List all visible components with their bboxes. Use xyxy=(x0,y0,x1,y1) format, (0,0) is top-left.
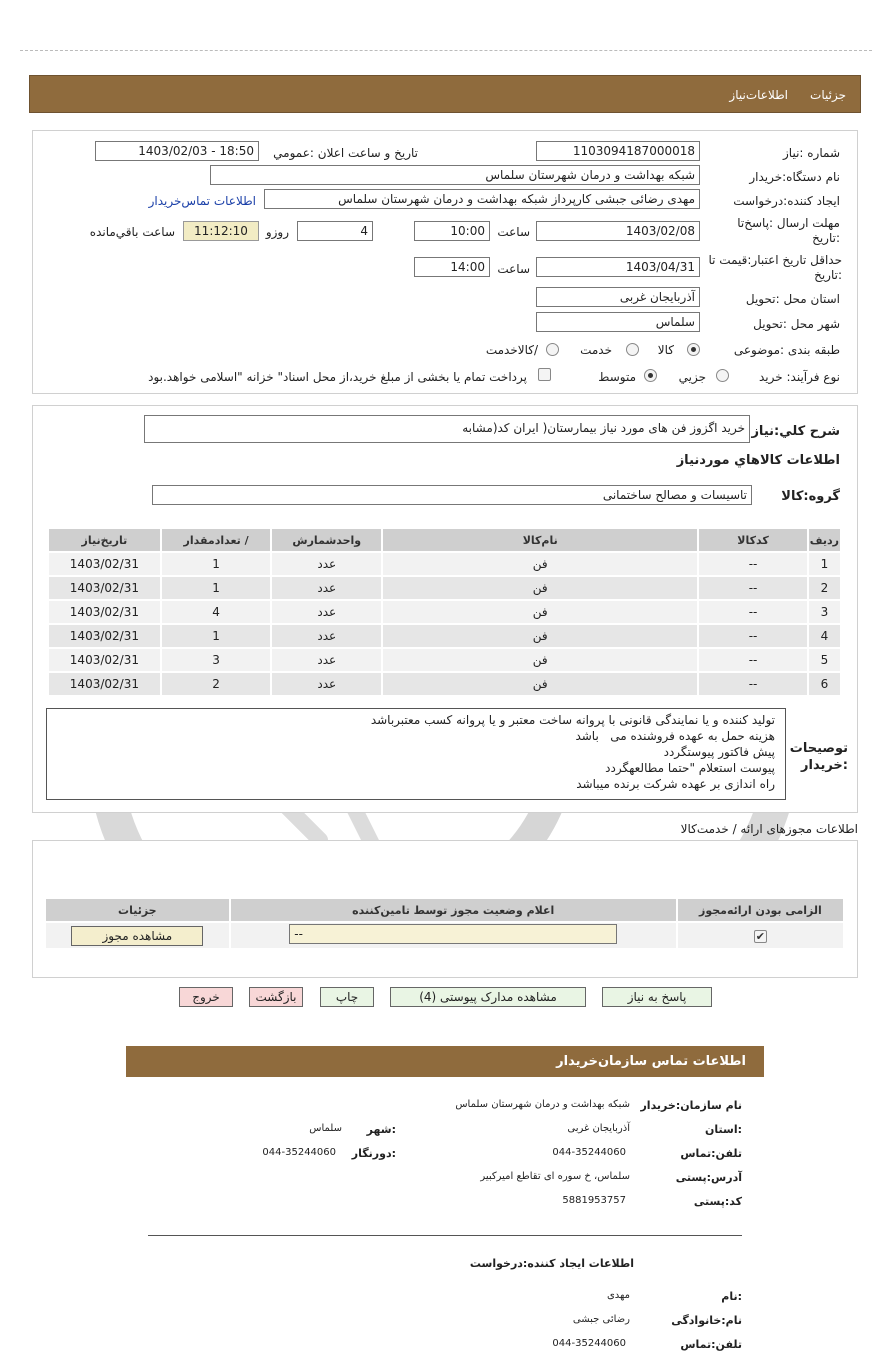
category-mixed-label: /کالاخدمت xyxy=(485,343,538,357)
cell-unit: عدد xyxy=(271,600,382,624)
category-goods-label: کالا xyxy=(657,343,674,357)
cell-date: 1403/02/31 xyxy=(48,672,161,696)
cell-code: -- xyxy=(698,624,808,648)
category-mixed-radio[interactable] xyxy=(546,343,559,356)
cell-unit: عدد xyxy=(271,672,382,696)
creator-phone-value: 044-35244060 xyxy=(552,1338,626,1349)
table-row xyxy=(45,922,844,949)
creator-field: مهدی رضائی جبشی کارپرداز شبکه بهداشت و درمان شهرستان سلماس xyxy=(264,189,700,209)
contact-fax-label: :دورنگار xyxy=(351,1147,396,1160)
col-license-details: جزئیات xyxy=(45,898,230,922)
cell-date: 1403/02/31 xyxy=(48,624,161,648)
buyer-notes-label: توصیحات :خریدار xyxy=(789,741,848,773)
table-row xyxy=(48,552,841,576)
remaining-label: ساعت باقي‌مانده xyxy=(89,225,175,239)
contact-province-value: آذربایجان غربی xyxy=(567,1123,630,1134)
announce-label: تاریخ و ساعت اعلان :عمومي xyxy=(273,146,418,160)
deadline-label: مهلت ارسال :پاسخ‌تا :تاریخ xyxy=(737,216,840,245)
cell-row: 5 xyxy=(808,648,841,672)
city-field: سلماس xyxy=(536,312,700,332)
cell-date: 1403/02/31 xyxy=(48,552,161,576)
col-license-status: اعلام وضعیت مجوز توسط تامین‌کننده xyxy=(230,898,677,922)
need-number-label: شماره :نیاز xyxy=(783,146,840,160)
creator-label: ایجاد کننده:درخواست xyxy=(733,194,840,208)
process-label: نوع فرآیند: خرید xyxy=(759,370,840,384)
cell-qty: 1 xyxy=(161,576,272,600)
deadline-time-field: 10:00 xyxy=(414,221,490,241)
buyer-org-field: شبکه بهداشت و درمان شهرستان سلماس xyxy=(210,165,700,185)
license-status-cell xyxy=(230,922,677,949)
contact-header-bar xyxy=(126,1046,764,1077)
cell-qty: 1 xyxy=(161,624,272,648)
contact-phone-value: 044-35244060 xyxy=(552,1147,626,1158)
contact-address-value: سلماس، خ سوره ای تقاطع امیرکبیر xyxy=(480,1171,630,1182)
creator-family-label: نام:خانوادگی xyxy=(671,1314,742,1327)
cell-row: 2 xyxy=(808,576,841,600)
back-button[interactable]: بازگشت xyxy=(249,987,303,1007)
cell-code: -- xyxy=(698,648,808,672)
category-service-label: خدمت xyxy=(580,343,612,357)
contact-divider xyxy=(148,1235,742,1236)
contact-org-value: شبکه بهداشت و درمان شهرستان سلماس xyxy=(455,1099,630,1110)
license-status-field[interactable]: -- xyxy=(289,924,617,944)
cell-name: فن xyxy=(382,576,698,600)
days-field: 4 xyxy=(297,221,373,241)
buyer-notes-box: تولید کننده و یا نمایندگی قانونی با پروانه ساخت معتبر و یا پروانه کسب معتبرباشد هزینه حمل به عهده فروشنده می باشد پیش فاکتور پیوستگردد پیوست استعلام "حتما مطالعهگردد راه اندازی بر عهده شرکت برنده میباشد xyxy=(46,708,786,800)
validity-time-field: 14:00 xyxy=(414,257,490,277)
cell-date: 1403/02/31 xyxy=(48,648,161,672)
remaining-timer: 11:12:10 xyxy=(183,221,259,241)
announce-field: 1403/02/03 - 18:50 xyxy=(95,141,259,161)
cell-name: فن xyxy=(382,552,698,576)
col-date: تاریخ‌نیاز xyxy=(48,528,161,552)
cell-row: 1 xyxy=(808,552,841,576)
creator-phone-label: تلفن:تماس xyxy=(680,1338,742,1351)
cell-row: 4 xyxy=(808,624,841,648)
goods-group-field: تاسیسات و مصالح ساختمانی xyxy=(152,485,752,505)
province-label: استان محل :تحویل xyxy=(745,292,840,306)
validity-date-field: 1403/04/31 xyxy=(536,257,700,277)
cell-date: 1403/02/31 xyxy=(48,576,161,600)
contact-fax-value: 044-35244060 xyxy=(262,1147,336,1158)
process-medium-radio[interactable] xyxy=(644,369,657,382)
table-row xyxy=(48,600,841,624)
process-minor-radio[interactable] xyxy=(716,369,729,382)
goods-table xyxy=(47,527,842,697)
col-row: ردیف xyxy=(808,528,841,552)
city-label: شهر محل :تحویل xyxy=(753,317,840,331)
day-label: روزو xyxy=(265,225,289,239)
cell-date: 1403/02/31 xyxy=(48,600,161,624)
deadline-date-field: 1403/02/08 xyxy=(536,221,700,241)
cell-row: 3 xyxy=(808,600,841,624)
creator-name-value: مهدی xyxy=(606,1290,630,1301)
top-divider xyxy=(20,50,872,51)
need-number-field: 1103094187000018 xyxy=(536,141,700,161)
creator-section-title: اطلاعات ایجاد کننده:درخواست xyxy=(469,1257,634,1270)
table-row xyxy=(48,648,841,672)
contact-city-value: سلماس xyxy=(309,1123,342,1134)
category-service-radio[interactable] xyxy=(626,343,639,356)
category-label: طبقه بندی :موضوعی xyxy=(733,343,840,357)
cell-row: 6 xyxy=(808,672,841,696)
license-title: اطلاعات مجوزهای ارائه / خدمت‌کالا xyxy=(680,822,858,836)
cell-name: فن xyxy=(382,672,698,696)
license-required-cell xyxy=(677,922,844,949)
creator-name-label: :نام xyxy=(721,1290,742,1303)
cell-name: فن xyxy=(382,600,698,624)
cell-name: فن xyxy=(382,624,698,648)
col-name: نام‌کالا xyxy=(382,528,698,552)
buyer-org-label: نام دستگاه:خریدار xyxy=(749,170,840,184)
print-button[interactable]: چاپ xyxy=(320,987,374,1007)
creator-family-value: رضائی جبشی xyxy=(572,1314,630,1325)
cell-name: فن xyxy=(382,648,698,672)
cell-qty: 3 xyxy=(161,648,272,672)
need-desc-field: خرید اگزوز فن های مورد نیاز بیمارستان( ایران کد(مشابه xyxy=(144,415,750,443)
cell-qty: 1 xyxy=(161,552,272,576)
table-row xyxy=(48,672,841,696)
contact-city-label: :شهر xyxy=(366,1123,396,1136)
table-row xyxy=(48,624,841,648)
province-field: آذربایجان غربی xyxy=(536,287,700,307)
contact-postal-label: کد:پستی xyxy=(693,1195,742,1208)
cell-code: -- xyxy=(698,600,808,624)
validity-hour-label: ساعت xyxy=(497,262,530,276)
goods-group-label: گروه:کالا xyxy=(781,489,840,504)
contact-postal-value: 5881953757 xyxy=(562,1195,626,1206)
cell-code: -- xyxy=(698,552,808,576)
table-row xyxy=(48,576,841,600)
treasury-payment-label: پرداخت تمام یا بخشی از مبلغ خرید،از محل اسناد" خزانه "اسلامی خواهد.بود xyxy=(148,370,527,384)
cell-qty: 4 xyxy=(161,600,272,624)
tab-details[interactable]: جزئیات xyxy=(810,88,846,102)
contact-address-label: آدرس:پستی xyxy=(675,1171,742,1184)
header-bar xyxy=(29,75,861,113)
contact-phone-label: تلفن:تماس xyxy=(680,1147,742,1160)
exit-button[interactable]: خروج xyxy=(179,987,233,1007)
col-license-required: الزامی بودن ارائه‌مجوز xyxy=(677,898,844,922)
process-minor-label: جزیي xyxy=(678,370,706,384)
treasury-payment-checkbox[interactable] xyxy=(538,368,551,381)
deadline-hour-label: ساعت xyxy=(497,225,530,239)
view-license-button[interactable]: مشاهده مجوز xyxy=(71,926,203,946)
col-qty: / تعدادمقدار xyxy=(161,528,272,552)
license-details-cell xyxy=(45,922,230,949)
cell-qty: 2 xyxy=(161,672,272,696)
license-required-checkbox[interactable]: ✔ xyxy=(755,929,766,943)
contact-org-label: نام سازمان:خریدار xyxy=(640,1099,742,1112)
contact-title: اطلاعات تماس سازمان‌خریدار xyxy=(556,1054,746,1069)
cell-code: -- xyxy=(698,576,808,600)
license-table xyxy=(44,897,845,950)
validity-label: حداقل تاریخ اعتبار:قیمت تا :تاریخ xyxy=(708,253,842,282)
attachments-button[interactable]: مشاهده مدارک پیوستی (4) xyxy=(390,987,586,1007)
contact-province-label: :استان xyxy=(705,1123,742,1136)
tab-need-info[interactable]: اطلاعات‌نیاز xyxy=(729,88,788,102)
category-goods-radio[interactable] xyxy=(687,343,700,356)
goods-info-heading: اطلاعات کالاهاي موردنیاز xyxy=(676,453,840,468)
col-code: کدکالا xyxy=(698,528,808,552)
reply-button[interactable]: پاسخ به نیاز xyxy=(602,987,712,1007)
cell-unit: عدد xyxy=(271,552,382,576)
col-unit: واحدشمارش xyxy=(271,528,382,552)
process-medium-label: متوسط xyxy=(598,370,636,384)
need-desc-label: شرح کلي:نیاز xyxy=(751,424,840,439)
buyer-contact-link[interactable]: اطلاعات تماس‌خریدار xyxy=(148,194,256,208)
cell-unit: عدد xyxy=(271,576,382,600)
cell-unit: عدد xyxy=(271,648,382,672)
cell-unit: عدد xyxy=(271,624,382,648)
cell-code: -- xyxy=(698,672,808,696)
